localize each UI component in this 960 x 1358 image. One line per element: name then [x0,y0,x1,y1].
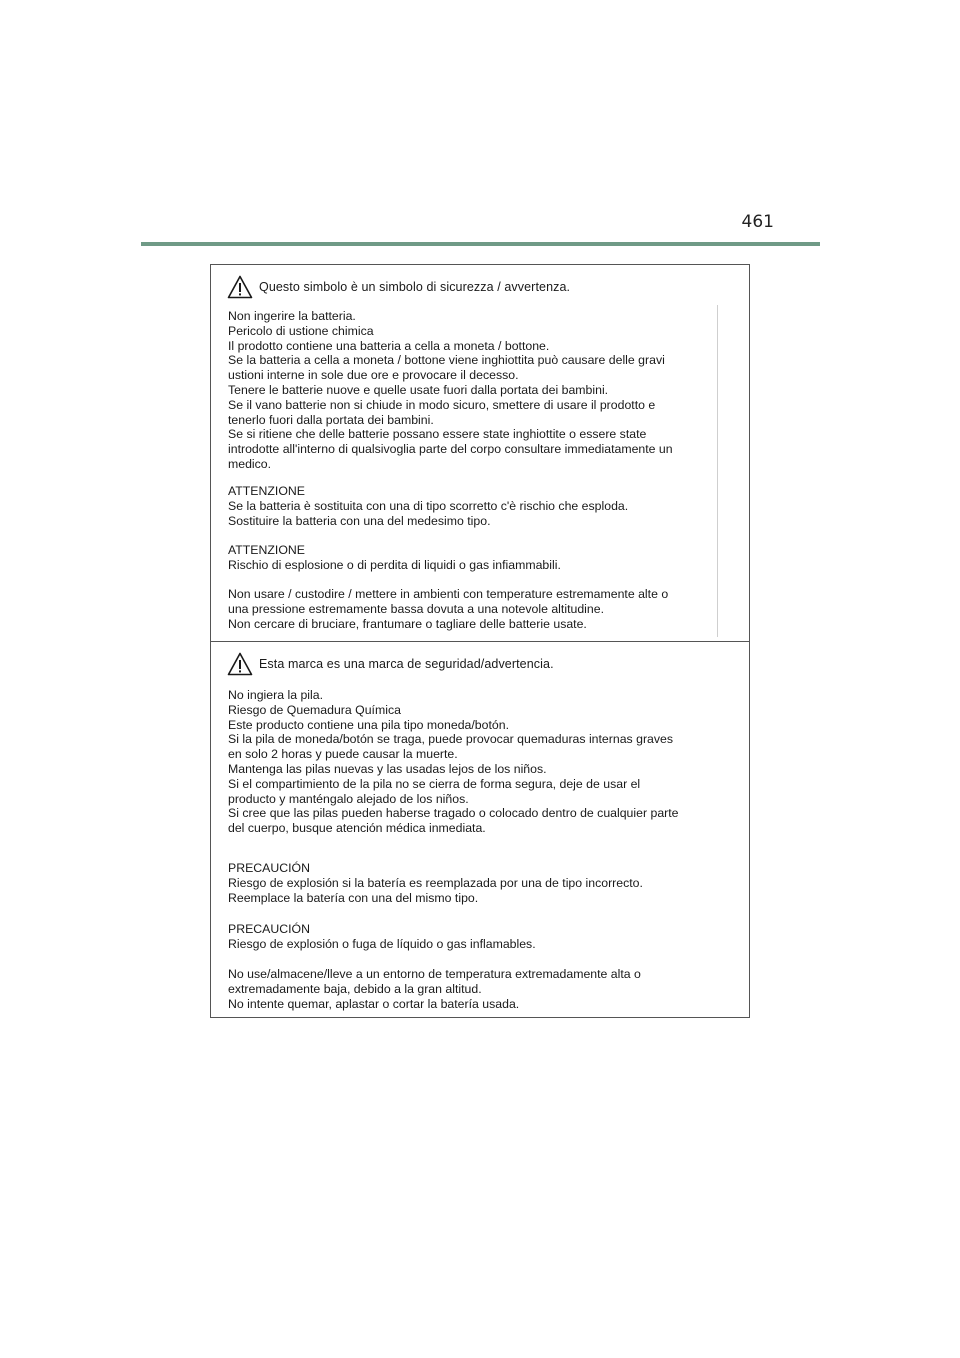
text-line: Riesgo de explosión o fuga de líquido o gas inflamables. [228,936,536,951]
text-line: Se si ritiene che delle batterie possano essere state inghiottite o essere state [228,427,647,442]
spanish-symbol-row [227,652,554,676]
text-line: Il prodotto contiene una batteria a cella a moneta / bottone. [228,338,550,353]
text-line: Non usare / custodire / mettere in ambienti con temperature estremamente alte o [228,587,669,601]
text-line: producto y manténgalo alejado de los niños. [228,791,469,806]
italian-warning-section [211,265,749,640]
spanish-warning-section [211,641,749,1018]
italian-caution-2 [228,543,718,573]
text-line: Non cercare di bruciare, frantumare o tagliare delle batterie usate. [228,616,587,631]
header-rule [141,242,820,246]
text-line: Se il vano batterie non si chiude in modo sicuro, smettere di usare il prodotto e [228,397,656,412]
text-line: Se la batteria a cella a moneta / bottone viene inghiottita può causare delle gravi [228,353,665,368]
text-line: en solo 2 horas y puede causar la muerte. [228,747,458,762]
spanish-symbol-text: Esta marca es una marca de seguridad/advertencia. [259,657,554,671]
text-line: Riesgo de Quemadura Química [228,702,401,717]
spanish-caution-2 [228,922,718,952]
text-line: Si el compartimiento de la pila no se cierra de forma segura, deje de usar el [228,776,641,791]
text-line: medico. [228,456,272,471]
warning-triangle-icon [227,652,253,676]
page-number: 461 [741,212,774,232]
text-line: del cuerpo, busque atención médica inmediata. [228,821,486,836]
text-line: Si cree que las pilas pueden haberse tragado o colocado dentro de cualquier parte [228,806,679,821]
text-line: Mantenga las pilas nuevas y las usadas lejos de los niños. [228,761,547,776]
spanish-final-paragraph [228,967,718,1011]
text-line: Sostituire la batteria con una del medesimo tipo. [228,513,491,528]
spanish-caution-1 [228,861,718,905]
italian-symbol-text: Questo simbolo è un simbolo di sicurezza / avvertenza. [259,280,571,294]
text-line: No use/almacene/lleve a un entorno de temperatura extremadamente alta o [228,967,641,981]
italian-caution-1 [228,484,718,528]
text-line: No ingiera la pila. [228,688,324,702]
caution-heading: ATTENZIONE [228,543,305,557]
text-line: Riesgo de explosión si la batería es reemplazada por una de tipo incorrecto. [228,875,643,890]
text-line: Rischio di esplosione o di perdita di liquidi o gas infiammabili. [228,557,561,572]
italian-warning-paragraph [228,309,718,472]
text-line: tenerlo fuori dalla portata dei bambini. [228,412,434,427]
italian-symbol-row [227,275,570,299]
text-line: Si la pila de moneda/botón se traga, puede provocar quemaduras internas graves [228,732,674,747]
text-line: ustioni interne in sole due ore e provocare il decesso. [228,368,519,383]
caution-heading: PRECAUCIÓN [228,922,310,936]
warning-triangle-icon [227,275,253,299]
text-line: Se la batteria è sostituita con una di tipo scorretto c'è rischio che esploda. [228,498,629,513]
text-line: Non ingerire la batteria. [228,309,356,323]
spanish-warning-paragraph [228,688,718,836]
text-line: Este producto contiene una pila tipo moneda/botón. [228,717,509,732]
battery-warning-box [210,264,750,1018]
text-line: No intente quemar, aplastar o cortar la batería usada. [228,996,520,1011]
text-line: Pericolo di ustione chimica [228,323,374,338]
text-line: Reemplace la batería con una del mismo tipo. [228,890,479,905]
text-line: introdotte all'interno di qualsivoglia parte del corpo consultare immediatamente un [228,442,673,457]
text-line: Tenere le batterie nuove e quelle usate fuori dalla portata dei bambini. [228,382,609,397]
caution-heading: ATTENZIONE [228,484,305,498]
text-line: extremadamente baja, debido a la gran altitud. [228,981,482,996]
italian-final-paragraph [228,587,718,631]
text-line: una pressione estremamente bassa dovuta a una notevole altitudine. [228,601,604,616]
caution-heading: PRECAUCIÓN [228,861,310,875]
